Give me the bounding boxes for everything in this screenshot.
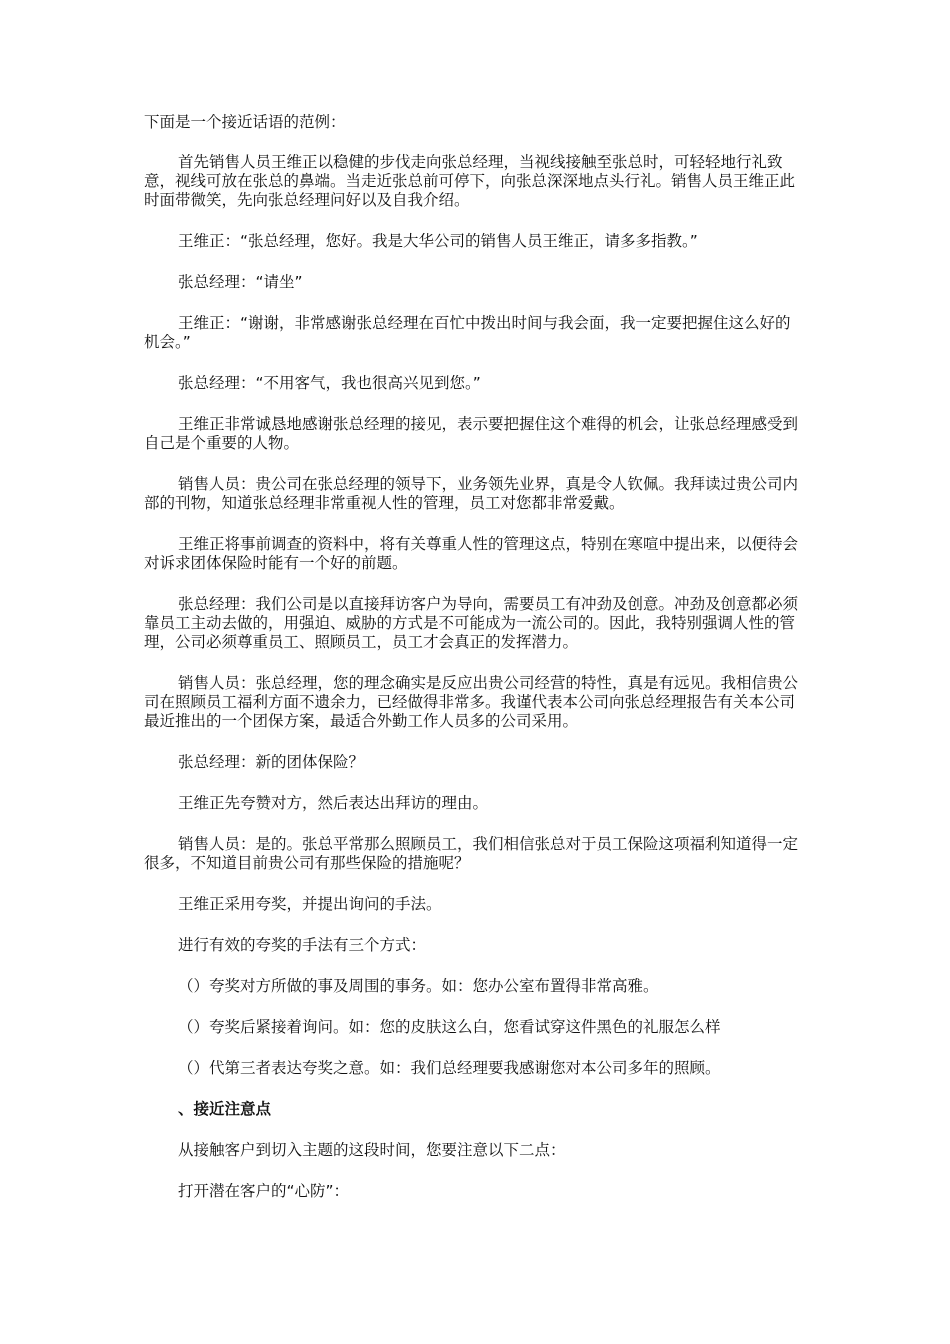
intro-paragraph: 下面是一个接近话语的范例： <box>144 113 346 131</box>
dialogue-line: 张总经理：新的团体保险？ <box>178 753 365 771</box>
paragraph: 进行有效的夸奖的手法有三个方式： <box>178 936 427 954</box>
document-body <box>144 113 806 1223</box>
list-item: （）夸奖后紧接着询问。如：您的皮肤这么白，您看试穿这件黑色的礼服怎么样 <box>178 1018 721 1036</box>
paragraph: 王维正非常诚恳地感谢张总经理的接见，表示要把握住这个难得的机会，让张总经理感受到自己是个重要的人物。 <box>144 415 799 452</box>
dialogue-line: 销售人员：是的。张总平常那么照顾员工，我们相信张总对于员工保险这项福利知道得一定很多，不知道目前贵公司有那些保险的措施呢？ <box>144 835 799 872</box>
dialogue-line: 张总经理：我们公司是以直接拜访客户为导向，需要员工有冲劲及创意。冲劲及创意都必须靠员工主动去做的，用强迫、威胁的方式是不可能成为一流公司的。因此，我特别强调人性的管理，公司必须尊重员工、照顾员工，员工才会真正的发挥潜力。 <box>144 595 799 651</box>
dialogue-line: 张总经理：“不用客气，我也很高兴见到您。” <box>178 374 481 392</box>
paragraph: 王维正先夸赞对方，然后表达出拜访的理由。 <box>178 794 489 812</box>
section-heading: 、接近注意点 <box>178 1100 272 1118</box>
dialogue-line: 销售人员：贵公司在张总经理的领导下，业务领先业界，真是令人钦佩。我拜读过贵公司内部的刊物，知道张总经理非常重视人性的管理，员工对您都非常爱戴。 <box>144 475 799 512</box>
list-item: （）夸奖对方所做的事及周围的事务。如：您办公室布置得非常高雅。 <box>178 977 659 995</box>
paragraph: 王维正将事前调查的资料中，将有关尊重人性的管理这点，特别在寒喧中提出来，以便待会对诉求团体保险时能有一个好的前题。 <box>144 535 799 572</box>
dialogue-line: 张总经理：“请坐” <box>178 273 303 291</box>
dialogue-line: 销售人员：张总经理，您的理念确实是反应出贵公司经营的特性，真是有远见。我相信贵公司在照顾员工福利方面不遗余力，已经做得非常多。我谨代表本公司向张总经理报告有关本公司最近推出的一个团保方案，最适合外勤工作人员多的公司采用。 <box>144 674 799 730</box>
paragraph: 从接触客户到切入主题的这段时间，您要注意以下二点： <box>178 1141 566 1159</box>
dialogue-line: 王维正：“谢谢，非常感谢张总经理在百忙中拨出时间与我会面，我一定要把握住这么好的机会。” <box>144 314 791 351</box>
paragraph: 首先销售人员王维正以稳健的步伐走向张总经理，当视线接触至张总时，可轻轻地行礼致意，视线可放在张总的鼻端。当走近张总前可停下，向张总深深地点头行礼。销售人员王维正此时面带微笑，先向张总经理问好以及自我介绍。 <box>144 153 796 209</box>
list-item: （）代第三者表达夸奖之意。如：我们总经理要我感谢您对本公司多年的照顾。 <box>178 1059 721 1077</box>
dialogue-line: 王维正：“张总经理，您好。我是大华公司的销售人员王维正，请多多指教。” <box>178 232 698 250</box>
paragraph: 打开潜在客户的“心防”： <box>178 1182 350 1200</box>
paragraph: 王维正采用夸奖，并提出询问的手法。 <box>178 895 442 913</box>
